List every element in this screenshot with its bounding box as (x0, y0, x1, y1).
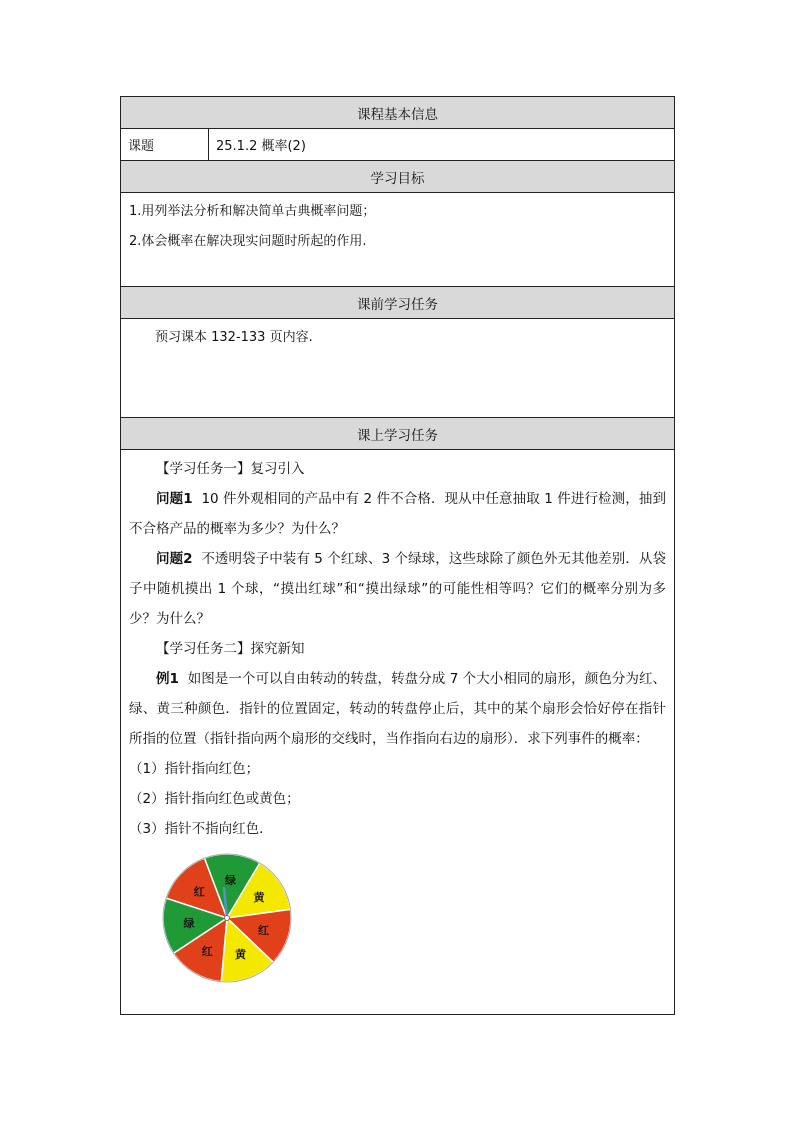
goal-item: 2.体会概率在解决现实问题时所起的作用. (129, 234, 367, 249)
course-info-header-row (121, 97, 675, 129)
pre-class-row (121, 319, 675, 418)
in-class-cell (121, 450, 675, 1015)
task2-title: 【学习任务二】探究新知 (156, 641, 305, 657)
pre-class-text: 预习课本 132-133 页内容. (155, 330, 313, 345)
in-class-header-row (121, 418, 675, 450)
spinner-sector-label: 红 (201, 944, 213, 958)
spinner-sector-label: 绿 (224, 873, 236, 887)
goals-cell (121, 193, 675, 287)
spinner-hub (225, 916, 230, 921)
sub-question: （2）指针指向红色或黄色； (129, 791, 300, 807)
topic-label: 课题 (121, 129, 209, 161)
topic-value: 25.1.2 概率(2) (209, 129, 675, 161)
example-1-text: 如图是一个可以自由转动的转盘，转盘分成 7 个大小相同的扇形，颜色分为红、绿、黄三种颜色．指针的位置固定，转动的转盘停止后，其中的某个扇形会恰好停在指针所指的位置（指针指向两个扇形的交线时，当作指向右边的扇形）．求下列事件的概率： (129, 671, 667, 747)
goals-row (121, 193, 675, 287)
question-2-label: 问题2 (156, 551, 193, 567)
example-1-label: 例1 (156, 671, 179, 687)
spinner-figure (157, 848, 297, 988)
pre-class-header-row (121, 287, 675, 319)
spinner-sector-label: 红 (258, 923, 270, 937)
goals-header-row (121, 161, 675, 193)
sub-question: （1）指针指向红色； (129, 761, 260, 777)
spinner-sector-label: 绿 (183, 917, 195, 931)
in-class-row (121, 450, 675, 1015)
course-table (120, 96, 675, 1015)
spinner-wheel (157, 848, 297, 988)
question-1-label: 问题1 (156, 491, 193, 507)
spinner-sector-label: 黄 (234, 947, 246, 961)
question-2 (129, 544, 666, 634)
goals-header: 学习目标 (121, 161, 675, 193)
spinner-sector-label: 黄 (253, 890, 265, 904)
goal-item: 1.用列举法分析和解决简单古典概率问题； (129, 204, 376, 219)
in-class-header: 课上学习任务 (121, 418, 675, 450)
question-2-text: 不透明袋子中装有 5 个红球、3 个绿球，这些球除了颜色外无其他差别．从袋子中随机摸出 1 个球，“摸出红球”和“摸出绿球”的可能性相等吗？它们的概率分别为多少？为什么？ (129, 551, 666, 627)
topic-row (121, 129, 675, 161)
pre-class-header: 课前学习任务 (121, 287, 675, 319)
course-info-header: 课程基本信息 (121, 97, 675, 129)
pre-class-cell (121, 319, 675, 418)
question-1-text: 10 件外观相同的产品中有 2 件不合格．现从中任意抽取 1 件进行检测，抽到不合格产品的概率为多少？为什么？ (129, 491, 666, 537)
task1-title: 【学习任务一】复习引入 (156, 461, 305, 477)
example-1 (129, 664, 666, 754)
spinner-sector-label: 红 (193, 885, 205, 899)
sub-question: （3）指针不指向红色． (129, 821, 273, 837)
question-1 (129, 484, 666, 544)
